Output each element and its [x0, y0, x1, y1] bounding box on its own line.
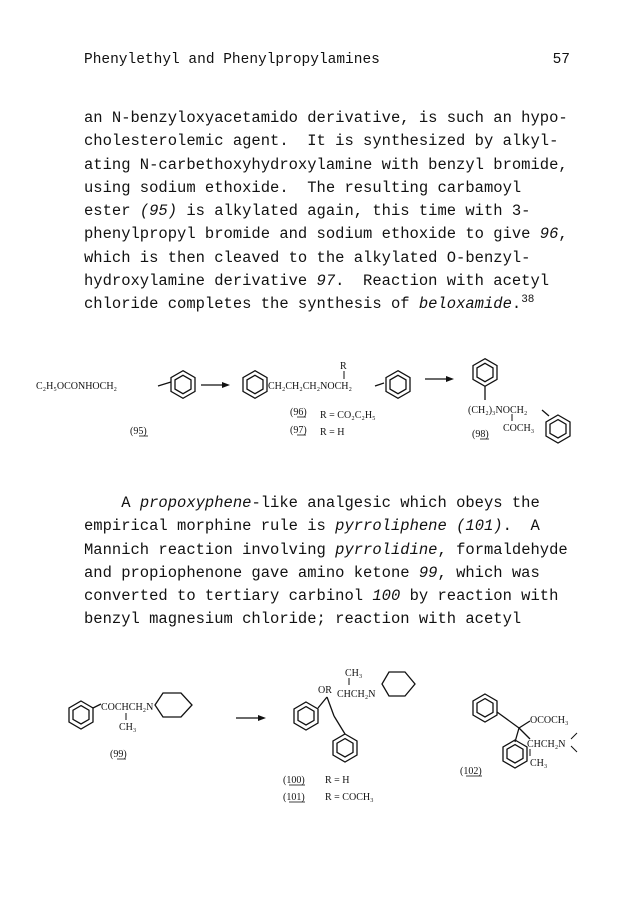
text-line: [84, 107, 584, 130]
text-run: cholesterolemic agent. It is synthesized by alkyl-: [84, 132, 559, 151]
text-line: [84, 177, 584, 200]
benzene-ring-102b: [503, 740, 527, 768]
c102-label: (102): [460, 766, 482, 777]
text-run: converted to tertiary carbinol: [84, 587, 373, 606]
c102-chain: CHCH₂N: [527, 739, 566, 750]
text-line: [84, 539, 584, 562]
piperidine-ring-99: [155, 693, 192, 717]
italic-term: pyrrolidine: [335, 540, 438, 559]
c99-group: COCHCH₂N: [101, 702, 154, 713]
benzene-ring-102a: [473, 694, 497, 722]
text-line: [84, 515, 584, 538]
c102-ch3: CH₃: [530, 758, 548, 769]
c101-label: (101): [283, 792, 305, 803]
italic-term: 99: [418, 563, 438, 582]
text-run: . A: [502, 517, 540, 536]
c96-r: R = CO₂C₂H₅: [320, 410, 376, 421]
c100-or: OR: [318, 685, 332, 696]
paragraph-beloxamide: [84, 107, 584, 317]
text-line: [84, 562, 584, 585]
text-run: Mannich reaction involving: [84, 540, 336, 559]
c102-ococh3: OCOCH₃: [530, 715, 569, 726]
text-run: is alkylated again, this time with 3-: [177, 202, 531, 221]
reaction-arrow-2: [425, 376, 454, 382]
c98-chain: (CH₂)₃NOCH₂: [468, 405, 528, 416]
scheme-pyrroliphene: [0, 640, 635, 810]
text-run: by reaction with: [400, 587, 559, 606]
text-run: . Reaction with acetyl: [335, 272, 550, 291]
piperidine-ring-100: [382, 672, 415, 696]
c98-label: (98): [472, 429, 489, 440]
italic-term: 100: [372, 587, 401, 606]
italic-term: 97: [316, 272, 336, 291]
c95-group: C₂H₅OCONHOCH₂: [36, 381, 118, 392]
benzene-ring-100b: [333, 734, 357, 762]
text-run: ating N-carbethoxyhydroxylamine with benzyl bromide,: [84, 155, 568, 174]
text-line: [84, 293, 584, 316]
c97-r: R = H: [320, 427, 345, 438]
text-run: , formaldehyde: [437, 540, 568, 559]
text-run: ester: [84, 202, 140, 221]
text-run: [447, 517, 456, 535]
italic-term: 96: [539, 225, 559, 244]
italic-term: (95): [139, 202, 178, 221]
text-line: [84, 608, 584, 631]
mid-chain: CH₂CH₂CH₂NOCH₂: [268, 381, 352, 392]
text-line: [84, 585, 584, 608]
c100-label: (100): [283, 775, 305, 786]
c101-r: R = COCH₃: [325, 792, 374, 803]
benzene-ring-98a: [473, 359, 497, 387]
c99-ch3: CH₃: [119, 722, 137, 733]
text-run: which is then cleaved to the alkylated O-benzyl-: [84, 248, 531, 267]
c98-coch3: COCH₃: [503, 423, 535, 434]
text-run: .: [511, 295, 522, 314]
text-run: benzyl magnesium chloride; reaction with acetyl: [84, 610, 522, 629]
text-run: an N-benzyloxyacetamido derivative, is such an hypo-: [84, 109, 568, 127]
text-run: phenylpropyl bromide and sodium ethoxide to give: [84, 225, 540, 244]
text-run: hydroxylamine derivative: [84, 272, 317, 291]
page-number: 57: [552, 52, 570, 68]
reaction-arrow-1: [201, 382, 230, 388]
scheme-beloxamide: [0, 340, 635, 480]
c100-chain: CHCH₂N: [337, 689, 376, 700]
benzene-ring-99: [69, 701, 93, 729]
italic-term: propoxyphene: [139, 494, 252, 512]
text-run: , which was: [437, 563, 540, 582]
text-run: -like analgesic which obeys the: [251, 494, 540, 512]
c100-r: R = H: [325, 775, 350, 786]
text-line: [84, 492, 584, 515]
text-line: [84, 223, 584, 246]
benzene-ring-96b: [386, 371, 410, 399]
mid-r: R: [340, 361, 347, 372]
c96-label: (96): [290, 407, 307, 418]
benzene-ring-100a: [294, 702, 318, 730]
text-line: [84, 247, 584, 270]
footnote-ref: 38: [521, 294, 535, 307]
text-line: [84, 154, 584, 177]
text-run: A: [84, 494, 140, 512]
text-line: [84, 200, 584, 223]
text-run: empirical morphine rule is: [84, 517, 336, 536]
c99-label: (99): [110, 749, 127, 760]
benzene-ring-96a: [243, 371, 267, 399]
running-title: Phenylethyl and Phenylpropylamines: [84, 52, 380, 68]
benzene-ring-95: [171, 371, 195, 399]
paragraph-pyrroliphene: [84, 492, 584, 632]
text-line: [84, 270, 584, 293]
text-line: [84, 130, 584, 153]
c95-label: (95): [130, 426, 147, 437]
text-run: ,: [558, 225, 568, 244]
benzene-ring-98b: [546, 415, 570, 443]
italic-term: (101): [456, 517, 503, 536]
text-run: using sodium ethoxide. The resulting carbamoyl: [84, 178, 522, 197]
text-run: and propiophenone gave amino ketone: [84, 563, 419, 582]
italic-term: beloxamide: [418, 295, 512, 314]
running-header: [84, 52, 574, 68]
italic-term: pyrroliphene: [335, 517, 447, 536]
c97-label: (97): [290, 425, 307, 436]
text-run: chloride completes the synthesis of: [84, 295, 419, 314]
reaction-arrow-3: [236, 715, 266, 721]
c100-ch3: CH₃: [345, 668, 363, 679]
